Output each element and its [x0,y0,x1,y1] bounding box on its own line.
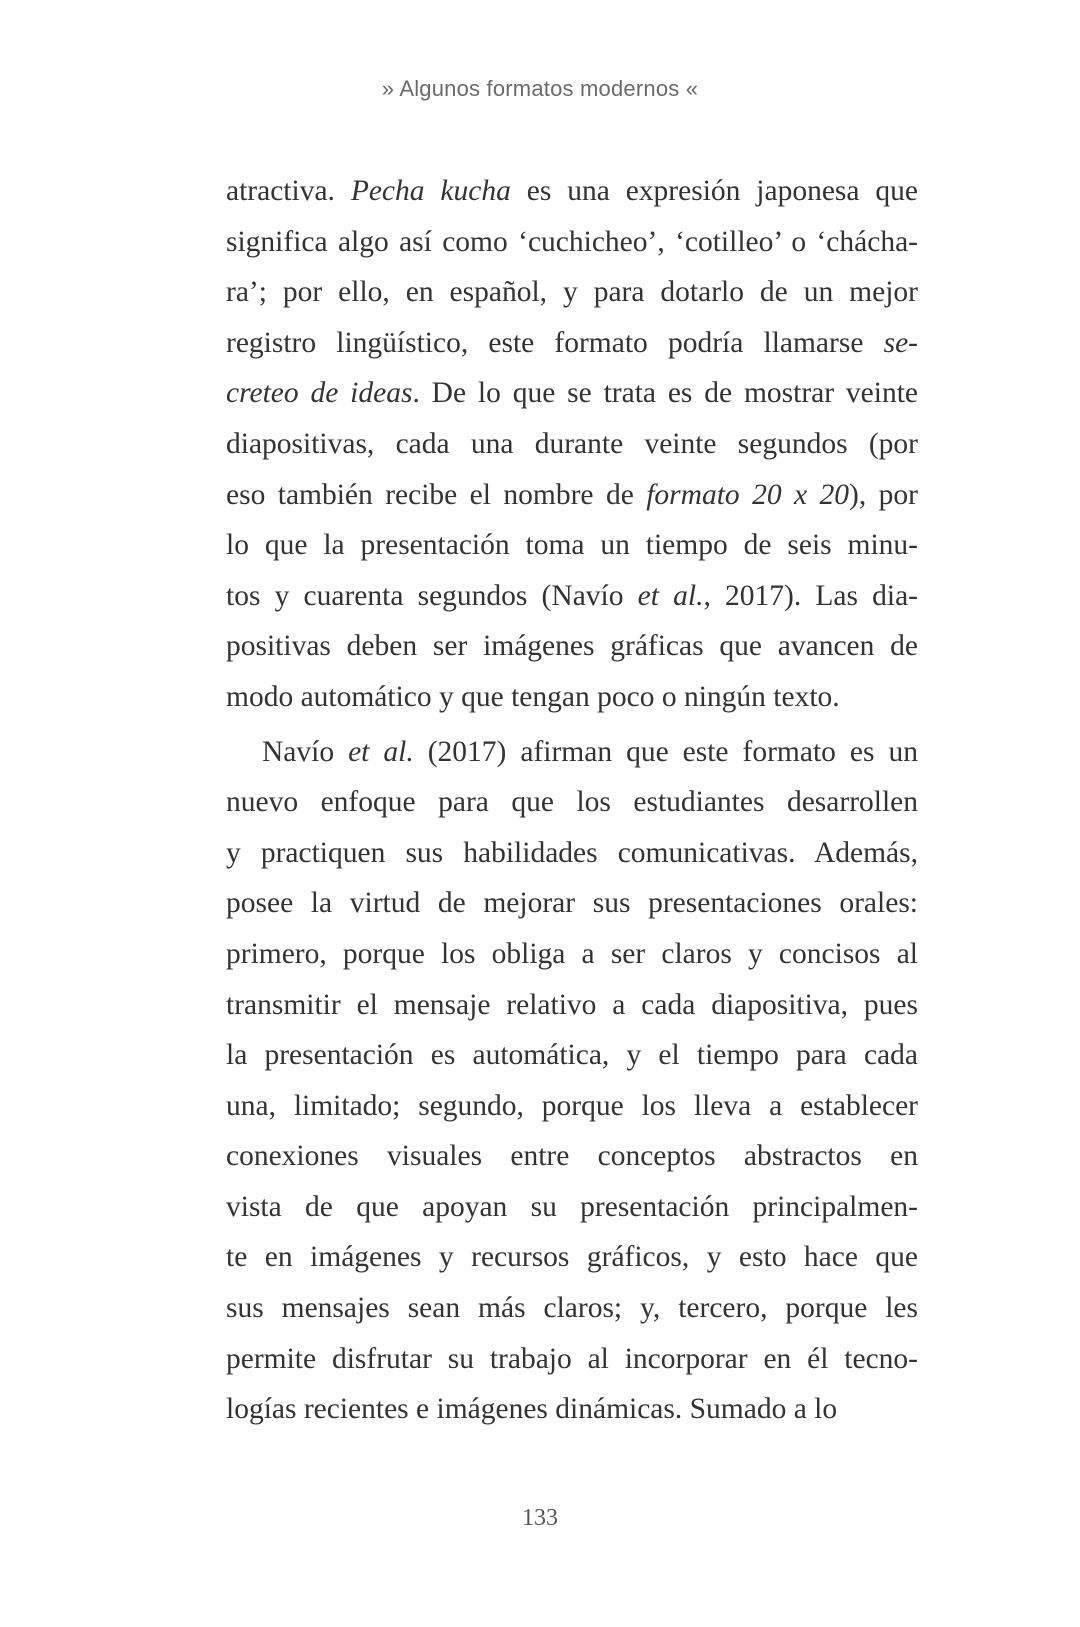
text-line [226,1283,918,1334]
text-run: lo que la presentación toma un tiempo de seis minu- [226,529,918,562]
text-run: ), por [849,478,918,511]
paragraph [226,166,918,723]
text-run: nuevo enfoque para que los estudiantes desarrollen [226,786,918,819]
text-run: una, limitado; segundo, porque los lleva a establecer [226,1089,918,1122]
text-run: es una expresión japonesa que [510,175,918,207]
text-run: tos y cuarenta segundos (Navío [226,579,638,612]
text-run: logías recientes e imágenes dinámicas. Sumado a lo [226,1393,838,1426]
text-run: (2017) afirman que este formato es un [413,735,918,768]
italic-text: et al. [637,579,704,612]
text-run: Navío [262,735,349,768]
text-run: la presentación es automática, y el tiempo para cada [226,1039,918,1072]
italic-text: formato 20 x 20 [646,478,850,511]
text-line [226,672,918,723]
text-line [226,267,918,318]
text-run: posee la virtud de mejorar sus presentaciones orales: [226,887,918,920]
text-line [226,1232,918,1283]
text-line [226,929,918,980]
text-line [226,1384,918,1435]
page-number: 133 [522,1505,558,1531]
text-line [226,1182,918,1233]
text-line [226,1081,918,1132]
running-header: » Algunos formatos modernos « [381,76,699,101]
text-line [226,1334,918,1385]
text-line [226,368,918,419]
text-run: positivas deben ser imágenes gráficas que avancen de [226,630,918,663]
italic-text: se- [883,326,918,359]
body-text [226,166,918,1435]
text-line [226,217,918,268]
text-run: te en imágenes y recursos gráficos, y esto hace que [226,1241,918,1274]
text-line [226,166,918,217]
text-run: permite disfrutar su trabajo al incorporar en él tecno- [226,1342,918,1375]
text-line [226,777,918,828]
text-run: primero, porque los obliga a ser claros y concisos al [226,937,918,970]
text-line [226,878,918,929]
text-line [226,520,918,571]
paragraph [226,727,918,1435]
italic-text: Pecha kucha [350,175,511,207]
text-run: ra’; por ello, en español, y para dotarlo de un mejor [226,276,918,309]
italic-text: creteo de ideas [226,377,413,410]
text-run: . De lo que se trata es de mostrar veinte [412,377,918,410]
text-run: sus mensajes sean más claros; y, tercero, porque les [226,1292,918,1325]
text-line [226,419,918,470]
text-run: significa algo así como ‘cuchicheo’, ‘cotilleo’ o ‘chácha- [226,225,918,258]
text-run: vista de que apoyan su presentación principalmen- [226,1190,918,1223]
text-line [226,621,918,672]
text-line [226,980,918,1031]
text-line [226,318,918,369]
text-run: y practiquen sus habilidades comunicativas. Además, [226,836,918,869]
text-run: diapositivas, cada una durante veinte segundos (por [226,427,918,460]
text-run: registro lingüístico, este formato podría llamarse [226,326,884,359]
text-line [226,1131,918,1182]
text-run: , 2017). Las dia- [703,579,918,612]
italic-text: et al. [348,735,414,768]
text-run: transmitir el mensaje relativo a cada diapositiva, pues [226,988,918,1021]
text-line [226,571,918,622]
text-line [226,727,918,778]
text-run: conexiones visuales entre conceptos abstractos en [226,1140,918,1173]
text-line [226,828,918,879]
text-run: atractiva. [226,175,351,207]
text-run: eso también recibe el nombre de [226,478,647,511]
text-line [226,1030,918,1081]
text-run: modo automático y que tengan poco o ningún texto. [226,680,840,713]
text-line [226,470,918,521]
